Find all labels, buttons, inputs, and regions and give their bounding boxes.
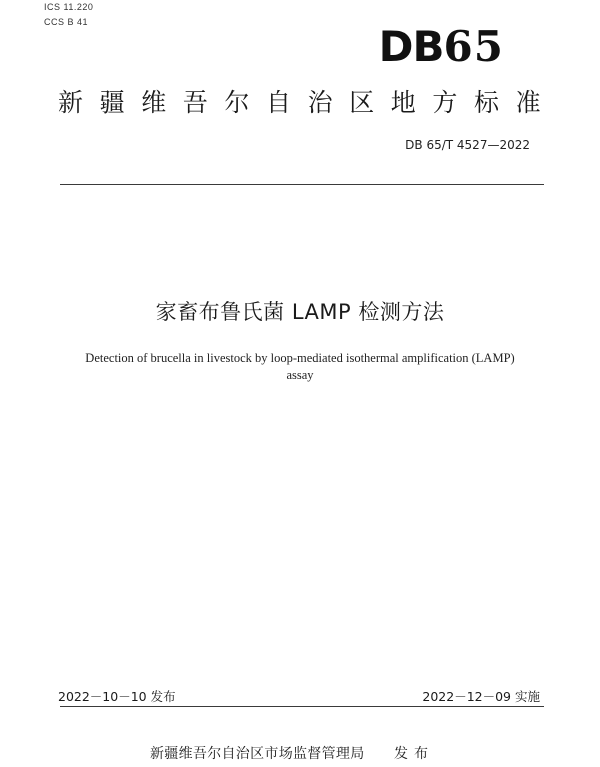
issue-date: 2022－10－10 发布 <box>58 689 176 704</box>
bottom-divider <box>60 706 544 707</box>
document-title-chinese: 家畜布鲁氏菌 LAMP 检测方法 <box>155 300 445 324</box>
english-title-line-1: Detection of brucella in livestock by loop-mediated isothermal amplification (LAMP) <box>85 351 515 365</box>
top-divider <box>60 184 544 185</box>
issuing-authority: 新疆维吾尔自治区市场监督管理局 <box>150 746 365 762</box>
db-prefix: DB <box>378 22 444 71</box>
ics-code: ICS 11.220 <box>44 2 94 12</box>
db-number: 65 <box>443 22 504 71</box>
standard-type-heading: 新疆维吾尔自治区地方标准 <box>58 88 558 117</box>
document-title-english <box>50 350 550 384</box>
ccs-code: CCS B 41 <box>44 17 89 27</box>
english-title-line-2: assay <box>286 368 314 382</box>
implementation-date: 2022－12－09 实施 <box>422 689 540 704</box>
db-standard-mark <box>379 24 504 70</box>
standard-number: DB 65/T 4527—2022 <box>405 138 530 152</box>
issue-label: 发布 <box>394 746 434 762</box>
